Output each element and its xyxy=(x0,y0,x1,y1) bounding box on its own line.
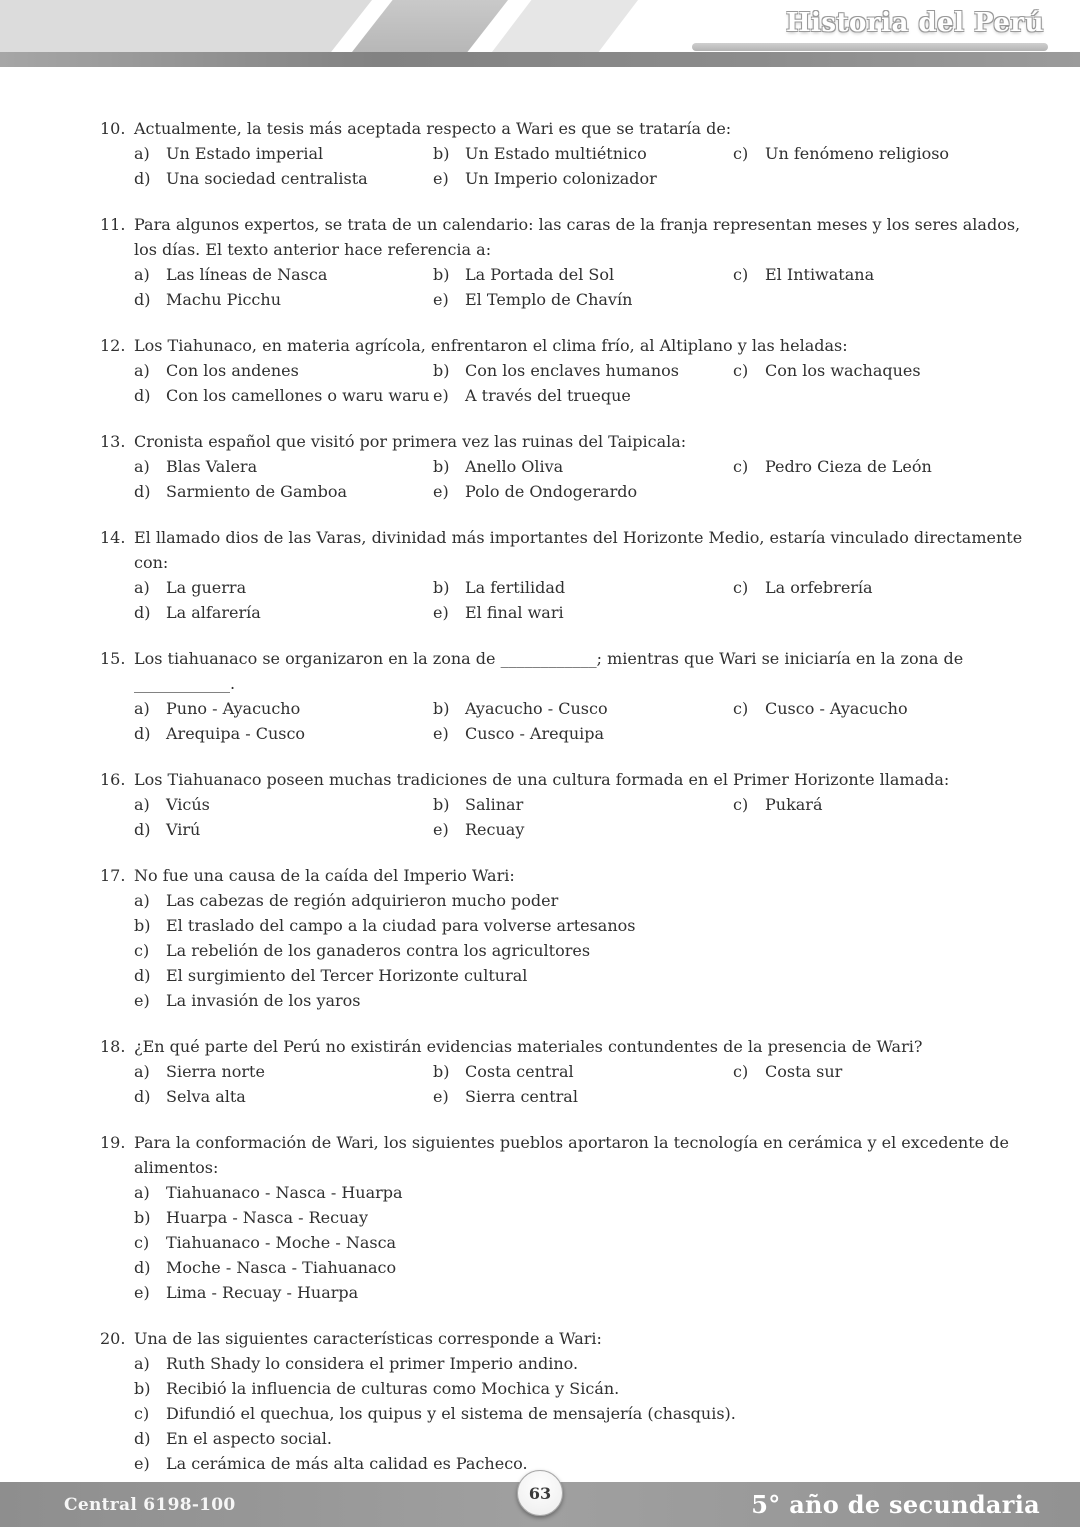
question-14 xyxy=(100,525,1040,625)
option-label: b) xyxy=(433,1062,450,1081)
option-e xyxy=(134,988,1040,1013)
question-16 xyxy=(100,767,1040,842)
option-text: La alfarería xyxy=(166,603,261,622)
option-text: Puno - Ayacucho xyxy=(166,699,301,718)
question-head xyxy=(100,333,1040,358)
option-label: d) xyxy=(134,482,151,501)
option-text: Con los camellones o waru waru xyxy=(166,386,430,405)
option-text: Pedro Cieza de León xyxy=(765,457,932,476)
option-label: d) xyxy=(134,724,151,743)
option-e xyxy=(433,600,733,625)
option-text: Un fenómeno religioso xyxy=(765,144,950,163)
options-group xyxy=(134,1180,1040,1305)
option-a xyxy=(134,358,433,383)
question-head xyxy=(100,767,1040,792)
option-label: e) xyxy=(433,386,449,405)
option-label: d) xyxy=(134,966,151,985)
option-text: Selva alta xyxy=(166,1087,246,1106)
options-group xyxy=(134,696,1040,746)
option-e xyxy=(433,721,733,746)
option-text: Tiahuanaco - Moche - Nasca xyxy=(166,1233,397,1252)
option-label: e) xyxy=(433,1087,449,1106)
option-label: a) xyxy=(134,457,150,476)
option-label: c) xyxy=(733,795,749,814)
option-d xyxy=(134,383,433,408)
option-text: El traslado del campo a la ciudad para volverse artesanos xyxy=(166,916,636,935)
option-c xyxy=(733,141,1040,166)
option-text: Anello Oliva xyxy=(465,457,564,476)
option-label: d) xyxy=(134,603,151,622)
option-text: Huarpa - Nasca - Recuay xyxy=(166,1208,368,1227)
option-text: Machu Picchu xyxy=(166,290,281,309)
option-label: b) xyxy=(433,795,450,814)
question-stem: Para algunos expertos, se trata de un calendario: las caras de la franja representan meses y los seres alados, los días. El texto anterior hace referencia a: xyxy=(134,215,1021,259)
option-label: e) xyxy=(433,169,449,188)
option-a xyxy=(134,696,433,721)
option-a xyxy=(134,141,433,166)
option-text: Costa sur xyxy=(765,1062,843,1081)
options-group xyxy=(134,1351,1040,1476)
option-e xyxy=(433,479,733,504)
option-label: b) xyxy=(433,699,450,718)
option-text: Ayacucho - Cusco xyxy=(465,699,608,718)
question-stem: Una de las siguientes características corresponde a Wari: xyxy=(134,1329,602,1348)
question-number: 11. xyxy=(100,215,126,234)
option-label: a) xyxy=(134,361,150,380)
option-text: La rebelión de los ganaderos contra los agricultores xyxy=(166,941,591,960)
option-text: La invasión de los yaros xyxy=(166,991,361,1010)
options-group xyxy=(134,454,1040,504)
option-b xyxy=(433,141,733,166)
option-text: Ruth Shady lo considera el primer Imperio andino. xyxy=(166,1354,579,1373)
option-a xyxy=(134,454,433,479)
option-d xyxy=(134,963,1040,988)
option-e xyxy=(433,166,733,191)
option-a xyxy=(134,1180,1040,1205)
options-group xyxy=(134,141,1040,191)
question-number: 18. xyxy=(100,1037,126,1056)
option-label: c) xyxy=(733,1062,749,1081)
option-text: A través del trueque xyxy=(465,386,631,405)
option-text: El surgimiento del Tercer Horizonte cultural xyxy=(166,966,528,985)
option-d xyxy=(134,1426,1040,1451)
question-20 xyxy=(100,1326,1040,1476)
option-c xyxy=(134,1401,1040,1426)
option-a xyxy=(134,1059,433,1084)
header-gray-slash xyxy=(352,0,508,52)
question-number: 15. xyxy=(100,649,126,668)
question-stem: Los Tiahunaco, en materia agrícola, enfrentaron el clima frío, al Altiplano y las heladas: xyxy=(134,336,848,355)
option-label: a) xyxy=(134,144,150,163)
option-label: c) xyxy=(733,361,749,380)
option-c xyxy=(733,575,1040,600)
option-text: Cusco - Ayacucho xyxy=(765,699,908,718)
question-12 xyxy=(100,333,1040,408)
option-label: a) xyxy=(134,891,150,910)
option-d xyxy=(134,287,433,312)
option-text: En el aspecto social. xyxy=(166,1429,332,1448)
option-text: El final wari xyxy=(465,603,564,622)
question-head xyxy=(100,863,1040,888)
question-number: 20. xyxy=(100,1329,126,1348)
option-b xyxy=(433,1059,733,1084)
option-text: La guerra xyxy=(166,578,247,597)
footer-contact: Central 6198-100 xyxy=(64,1494,236,1515)
header-light-slash xyxy=(0,0,372,52)
question-head xyxy=(100,212,1040,262)
option-a xyxy=(134,262,433,287)
option-e xyxy=(433,1084,733,1109)
option-text: Recibió la influencia de culturas como Mochica y Sicán. xyxy=(166,1379,620,1398)
option-c xyxy=(733,358,1040,383)
option-label: d) xyxy=(134,820,151,839)
option-text: Tiahuanaco - Nasca - Huarpa xyxy=(166,1183,403,1202)
option-label: c) xyxy=(134,941,150,960)
question-number: 13. xyxy=(100,432,126,451)
option-label: b) xyxy=(134,1379,151,1398)
option-a xyxy=(134,888,1040,913)
option-text: Con los wachaques xyxy=(765,361,921,380)
option-text: Polo de Ondogerardo xyxy=(465,482,638,501)
option-text: Pukará xyxy=(765,795,823,814)
option-label: c) xyxy=(134,1233,150,1252)
option-text: Costa central xyxy=(465,1062,574,1081)
option-label: b) xyxy=(433,144,450,163)
question-stem: No fue una causa de la caída del Imperio Wari: xyxy=(134,866,515,885)
question-number: 16. xyxy=(100,770,126,789)
option-b xyxy=(134,1205,1040,1230)
option-label: c) xyxy=(733,457,749,476)
header-rule-bar xyxy=(0,52,1080,67)
option-label: a) xyxy=(134,1183,150,1202)
option-label: c) xyxy=(733,265,749,284)
options-group xyxy=(134,262,1040,312)
option-d xyxy=(134,1084,433,1109)
options-group xyxy=(134,792,1040,842)
option-label: e) xyxy=(433,724,449,743)
option-d xyxy=(134,166,433,191)
option-text: Lima - Recuay - Huarpa xyxy=(166,1283,359,1302)
option-text: Con los enclaves humanos xyxy=(465,361,679,380)
question-stem: Cronista español que visitó por primera vez las ruinas del Taipicala: xyxy=(134,432,687,451)
option-b xyxy=(433,575,733,600)
question-19 xyxy=(100,1130,1040,1305)
option-d xyxy=(134,721,433,746)
option-label: e) xyxy=(134,991,150,1010)
option-label: b) xyxy=(433,578,450,597)
option-label: c) xyxy=(733,699,749,718)
question-number: 12. xyxy=(100,336,126,355)
option-label: b) xyxy=(433,361,450,380)
question-head xyxy=(100,646,1040,696)
option-label: e) xyxy=(134,1283,150,1302)
option-text: Sarmiento de Gamboa xyxy=(166,482,348,501)
option-c xyxy=(733,792,1040,817)
option-label: e) xyxy=(433,820,449,839)
option-label: a) xyxy=(134,265,150,284)
option-c xyxy=(134,938,1040,963)
option-label: e) xyxy=(433,290,449,309)
question-15 xyxy=(100,646,1040,746)
page-number-badge xyxy=(517,1470,563,1516)
option-a xyxy=(134,792,433,817)
option-text: Moche - Nasca - Tiahuanaco xyxy=(166,1258,397,1277)
question-11 xyxy=(100,212,1040,312)
option-text: La cerámica de más alta calidad es Pacheco. xyxy=(166,1454,528,1473)
option-label: e) xyxy=(433,603,449,622)
option-b xyxy=(134,913,1040,938)
header-fade-slash xyxy=(492,0,638,52)
option-text: Recuay xyxy=(465,820,525,839)
question-head xyxy=(100,116,1040,141)
question-10 xyxy=(100,116,1040,191)
option-d xyxy=(134,600,433,625)
question-stem: Los Tiahuanaco poseen muchas tradiciones de una cultura formada en el Primer Horizonte llamada: xyxy=(134,770,950,789)
question-number: 14. xyxy=(100,528,126,547)
questions-area xyxy=(0,70,1080,1497)
option-e xyxy=(134,1451,1040,1476)
option-b xyxy=(433,358,733,383)
option-label: d) xyxy=(134,386,151,405)
options-group xyxy=(134,358,1040,408)
option-label: a) xyxy=(134,795,150,814)
question-head xyxy=(100,1034,1040,1059)
option-c xyxy=(733,696,1040,721)
option-b xyxy=(433,262,733,287)
option-text: Una sociedad centralista xyxy=(166,169,368,188)
question-13 xyxy=(100,429,1040,504)
option-text: Sierra central xyxy=(465,1087,578,1106)
option-c xyxy=(733,454,1040,479)
question-head xyxy=(100,1130,1040,1180)
options-group xyxy=(134,888,1040,1013)
option-text: Sierra norte xyxy=(166,1062,265,1081)
option-label: b) xyxy=(433,265,450,284)
option-a xyxy=(134,1351,1040,1376)
option-text: El Intiwatana xyxy=(765,265,875,284)
question-number: 19. xyxy=(100,1133,126,1152)
option-text: Difundió el quechua, los quipus y el sistema de mensajería (chasquis). xyxy=(166,1404,736,1423)
option-e xyxy=(433,287,733,312)
option-label: a) xyxy=(134,699,150,718)
header-title-underline xyxy=(692,43,1048,51)
option-text: Un Estado imperial xyxy=(166,144,324,163)
option-label: d) xyxy=(134,1429,151,1448)
option-label: c) xyxy=(134,1404,150,1423)
option-d xyxy=(134,479,433,504)
option-text: La orfebrería xyxy=(765,578,873,597)
question-head xyxy=(100,1326,1040,1351)
option-label: c) xyxy=(733,144,749,163)
question-stem: Los tiahuanaco se organizaron en la zona de ____________; mientras que Wari se iniciaría en la zona de ____________. xyxy=(134,649,964,693)
option-e xyxy=(134,1280,1040,1305)
option-b xyxy=(433,454,733,479)
option-a xyxy=(134,575,433,600)
page-title: Historia del Perú xyxy=(785,8,1044,38)
option-label: a) xyxy=(134,1354,150,1373)
option-text: Cusco - Arequipa xyxy=(465,724,605,743)
option-label: a) xyxy=(134,1062,150,1081)
option-text: Las líneas de Nasca xyxy=(166,265,328,284)
option-label: b) xyxy=(433,457,450,476)
option-label: d) xyxy=(134,290,151,309)
option-e xyxy=(433,383,733,408)
option-b xyxy=(433,696,733,721)
option-d xyxy=(134,1255,1040,1280)
option-text: Un Imperio colonizador xyxy=(465,169,657,188)
option-b xyxy=(433,792,733,817)
option-text: Con los andenes xyxy=(166,361,299,380)
option-c xyxy=(134,1230,1040,1255)
option-text: Un Estado multiétnico xyxy=(465,144,647,163)
option-d xyxy=(134,817,433,842)
question-stem: Actualmente, la tesis más aceptada respecto a Wari es que se trataría de: xyxy=(134,119,732,138)
page-number: 63 xyxy=(528,1483,552,1503)
option-label: e) xyxy=(134,1454,150,1473)
option-label: b) xyxy=(134,1208,151,1227)
option-text: La Portada del Sol xyxy=(465,265,615,284)
option-text: Blas Valera xyxy=(166,457,258,476)
question-number: 17. xyxy=(100,866,126,885)
question-head xyxy=(100,525,1040,575)
option-label: b) xyxy=(134,916,151,935)
question-18 xyxy=(100,1034,1040,1109)
option-text: La fertilidad xyxy=(465,578,566,597)
option-c xyxy=(733,1059,1040,1084)
option-c xyxy=(733,262,1040,287)
option-label: c) xyxy=(733,578,749,597)
question-head xyxy=(100,429,1040,454)
question-stem: El llamado dios de las Varas, divinidad más importantes del Horizonte Medio, estaría vinculado directamente con: xyxy=(134,528,1023,572)
option-text: El Templo de Chavín xyxy=(465,290,633,309)
option-text: Salinar xyxy=(465,795,524,814)
option-label: d) xyxy=(134,169,151,188)
option-label: e) xyxy=(433,482,449,501)
question-17 xyxy=(100,863,1040,1013)
option-text: Virú xyxy=(166,820,201,839)
options-group xyxy=(134,1059,1040,1109)
option-label: a) xyxy=(134,578,150,597)
option-text: Vicús xyxy=(166,795,210,814)
option-e xyxy=(433,817,733,842)
question-number: 10. xyxy=(100,119,126,138)
option-label: d) xyxy=(134,1258,151,1277)
page-header xyxy=(0,0,1080,70)
question-stem: Para la conformación de Wari, los siguientes pueblos aportaron la tecnología en cerámica y el excedente de alimentos: xyxy=(134,1133,1009,1177)
options-group xyxy=(134,575,1040,625)
option-text: Las cabezas de región adquirieron mucho poder xyxy=(166,891,559,910)
option-b xyxy=(134,1376,1040,1401)
option-text: Arequipa - Cusco xyxy=(166,724,306,743)
footer-grade-label: 5° año de secundaria xyxy=(751,1490,1040,1519)
question-stem: ¿En qué parte del Perú no existirán evidencias materiales contundentes de la presencia de Wari? xyxy=(134,1037,923,1056)
option-label: d) xyxy=(134,1087,151,1106)
